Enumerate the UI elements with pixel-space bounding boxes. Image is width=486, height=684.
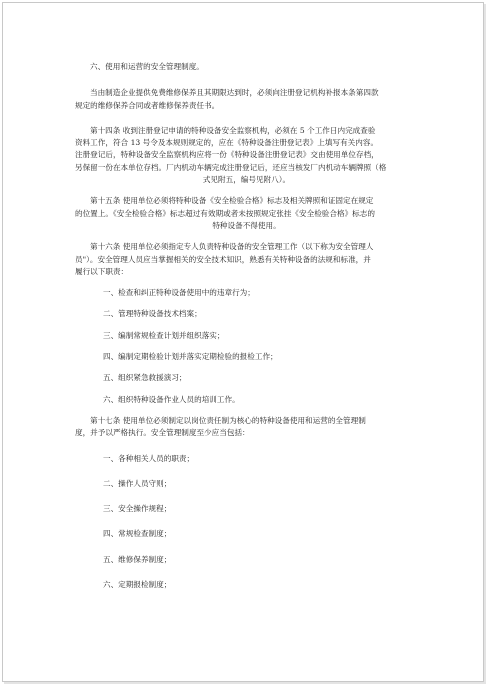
list-item: 三、编制常规检查计划并组织落实；	[103, 330, 225, 340]
paragraph-line: 履行以下职责：	[75, 266, 129, 276]
paragraph-line: 度，并予以严格执行。安全管理制度至少应当包括：	[75, 428, 250, 438]
paragraph-line: 第十四条 收到注册登记申请的特种设备安全监察机构，必须在 5 个工作日内完成查验	[90, 125, 376, 135]
paragraph-line: 第十七条 使用单位必须制定以岗位责任制为核心的特种设备使用和运营的全管理制	[90, 415, 366, 425]
paragraph-line: 第十六条 使用单位必须指定专人负责特种设备的安全管理工作（以下称为安全管理人	[90, 242, 374, 252]
list-item: 六、组织特种设备作业人员的培训工作。	[103, 394, 240, 404]
paragraph-line: 员"）。安全管理人员应当掌握相关的安全技术知识，熟悉有关特种设备的法规和标准，并	[75, 254, 371, 264]
paragraph-line: 当由制造企业提供免费维修保养且其期限达到时，必须向注册登记机构补报本条第四款	[90, 88, 379, 98]
list-item: 六、定期报检制度；	[103, 580, 172, 590]
paragraph-maintenance	[75, 87, 418, 112]
article-16	[75, 241, 418, 406]
document-page	[2, 2, 484, 682]
list-item: 四、编制定期检验计划并落实定期检验的报检工作；	[103, 352, 278, 362]
list-item: 三、安全操作规程；	[103, 504, 172, 514]
paragraph-line: 式见附五，编号见附八）。	[202, 175, 291, 185]
article-14	[75, 125, 418, 186]
list-item: 四、常规检查制度；	[103, 529, 172, 539]
list-item: 五、组织紧急救援演习；	[103, 373, 187, 383]
paragraph-line: 特种设备不得使用。	[212, 220, 281, 230]
paragraph-line: 注册登记后，特种设备安全监察机构应将一份《特种设备注册登记表》交由使用单位存档，	[75, 150, 379, 160]
document-body	[75, 61, 418, 591]
paragraph-line: 第十五条 使用单位必须将特种设备《安全检验合格》标志及相关牌照和证固定在规定	[90, 196, 374, 206]
section-heading: 六、使用和运营的安全管理制度。	[90, 62, 204, 71]
list-item: 一、检查和纠正特种设备使用中的违章行为；	[103, 288, 255, 298]
paragraph-line: 的位置上。《安全检验合格》标志超过有效期或者未按照规定张挂《安全检验合格》标志的	[75, 208, 375, 218]
paragraph-line: 另保留一份在本单位存档。厂内机动车辆完成注册登记后，还应当核发厂内机动车辆牌照（格	[75, 162, 387, 172]
article-17	[75, 415, 418, 591]
list-item: 五、维修保养制度；	[103, 554, 172, 564]
article-15	[75, 195, 418, 232]
list-item: 二、管理特种设备技术档案；	[103, 309, 202, 319]
paragraph-line: 规定的维修保养合同或者维修保养责任书。	[75, 100, 220, 110]
list-item: 一、各种相关人员的职责；	[103, 453, 195, 463]
paragraph-line: 资料工作，符合 13 号令及本规则规定的，应在《特种设备注册登记表》上填写有关内容。	[75, 138, 379, 148]
list-item: 二、操作人员守则；	[103, 478, 172, 488]
